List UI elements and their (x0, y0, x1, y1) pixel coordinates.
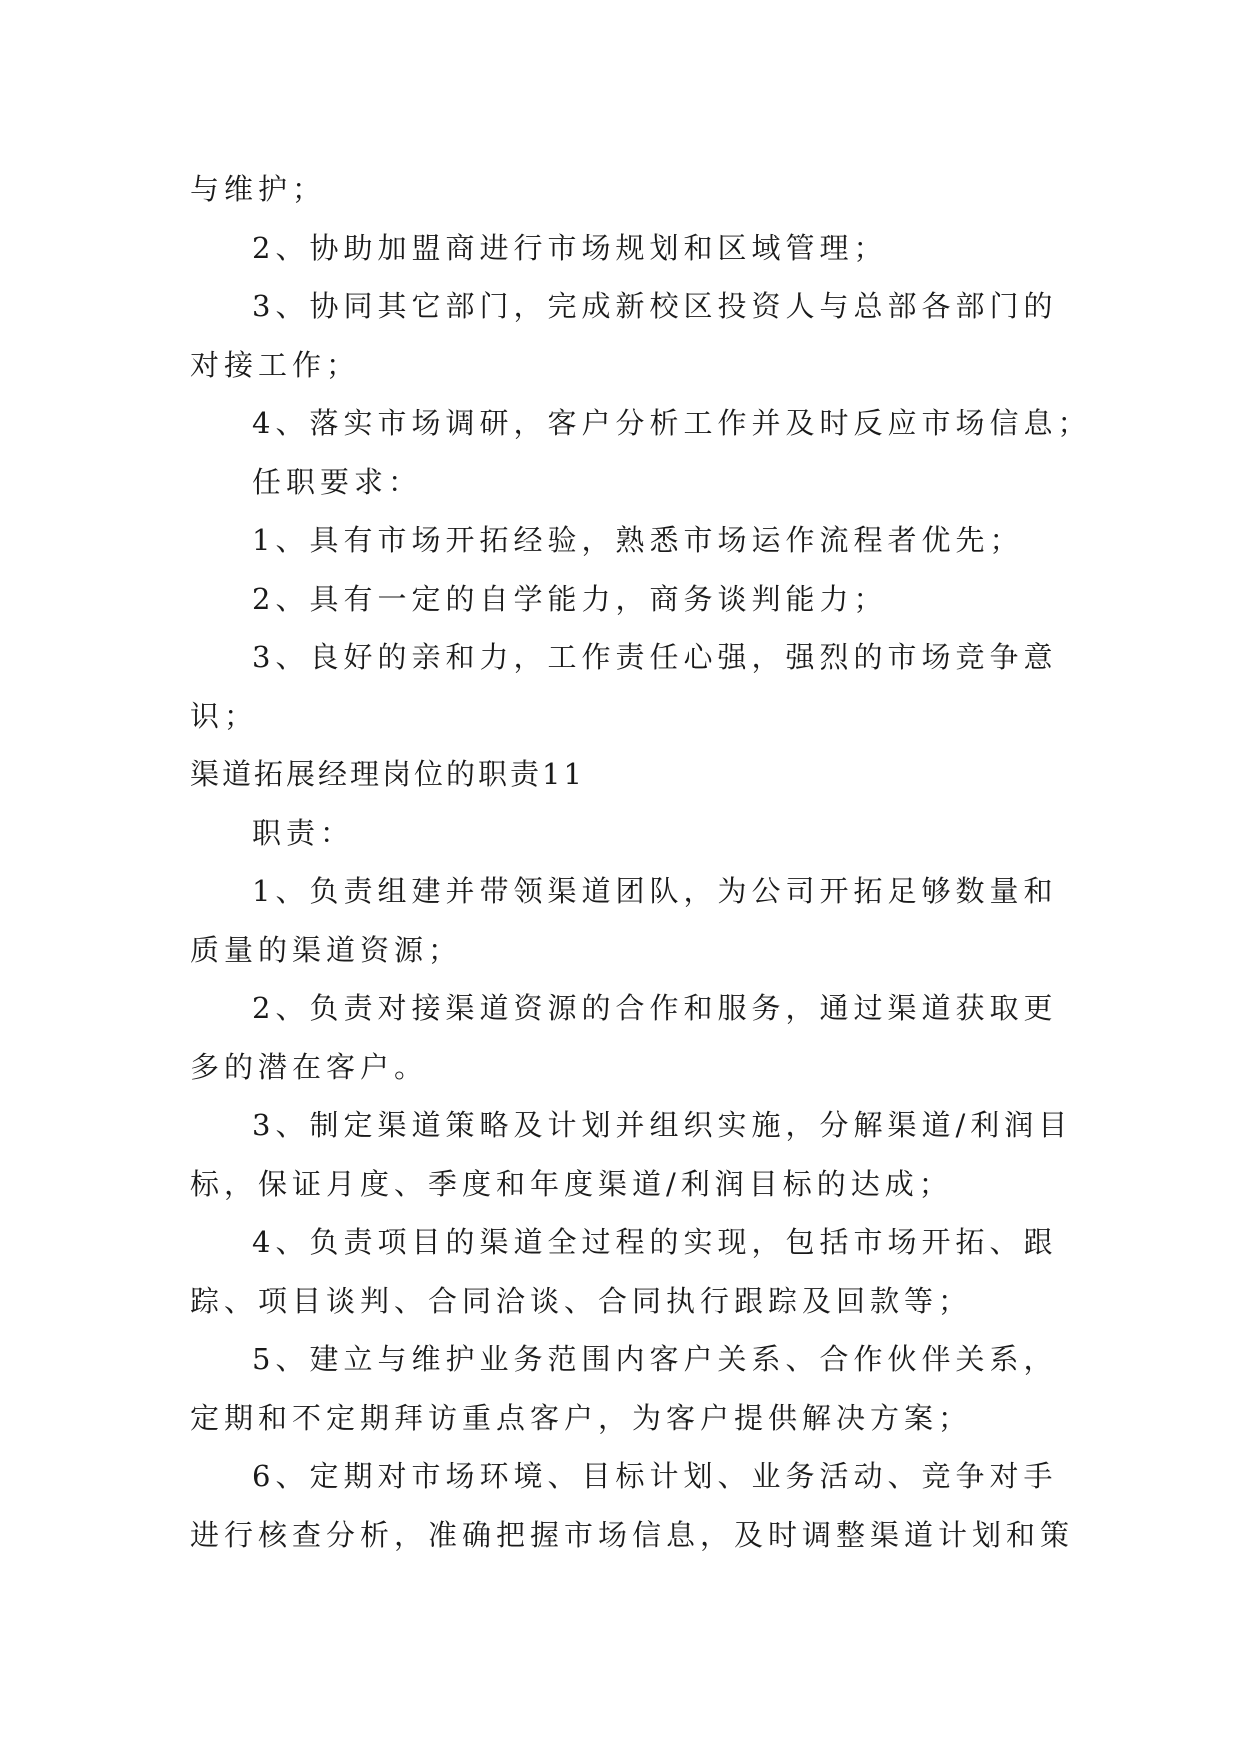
list-item: 2、具有一定的自学能力，商务谈判能力； (252, 581, 888, 616)
list-item: 3、协同其它部门，完成新校区投资人与总部各部门的 (252, 289, 1058, 323)
list-item: 2、负责对接渠道资源的合作和服务，通过渠道获取更 (252, 991, 1058, 1025)
text-line: 与维护； (190, 172, 327, 206)
section-heading: 渠道拓展经理岗位的职责11 (190, 757, 585, 791)
list-item: 5、建立与维护业务范围内客户关系、合作伙伴关系， (252, 1342, 1058, 1376)
section-label: 职责： (252, 815, 355, 850)
list-item: 4、负责项目的渠道全过程的实现，包括市场开拓、跟 (252, 1225, 1058, 1259)
text-line: 踪、项目谈判、合同洽谈、合同执行跟踪及回款等； (190, 1283, 973, 1318)
list-item: 2、协助加盟商进行市场规划和区域管理； (252, 230, 888, 265)
text-line: 对接工作； (190, 347, 361, 382)
section-label: 任职要求： (252, 464, 423, 499)
text-line: 质量的渠道资源； (190, 932, 463, 967)
text-line: 多的潜在客户。 (190, 1049, 429, 1084)
text-line: 进行核查分析，准确把握市场信息，及时调整渠道计划和策 (190, 1517, 1075, 1552)
text-line: 识； (190, 698, 259, 733)
text-line: 定期和不定期拜访重点客户，为客户提供解决方案； (190, 1400, 973, 1435)
list-item: 3、良好的亲和力，工作责任心强，强烈的市场竞争意 (252, 640, 1058, 674)
list-item: 1、负责组建并带领渠道团队，为公司开拓足够数量和 (252, 874, 1058, 908)
list-item: 1、具有市场开拓经验，熟悉市场运作流程者优先； (252, 523, 1024, 557)
list-item: 6、定期对市场环境、目标计划、业务活动、竞争对手 (252, 1459, 1058, 1493)
text-line: 标，保证月度、季度和年度渠道/利润目标的达成； (190, 1166, 953, 1201)
list-item: 3、制定渠道策略及计划并组织实施，分解渠道/利润目 (252, 1108, 1073, 1142)
document-page (190, 160, 1092, 1564)
list-item: 4、落实市场调研，客户分析工作并及时反应市场信息； (252, 406, 1092, 440)
